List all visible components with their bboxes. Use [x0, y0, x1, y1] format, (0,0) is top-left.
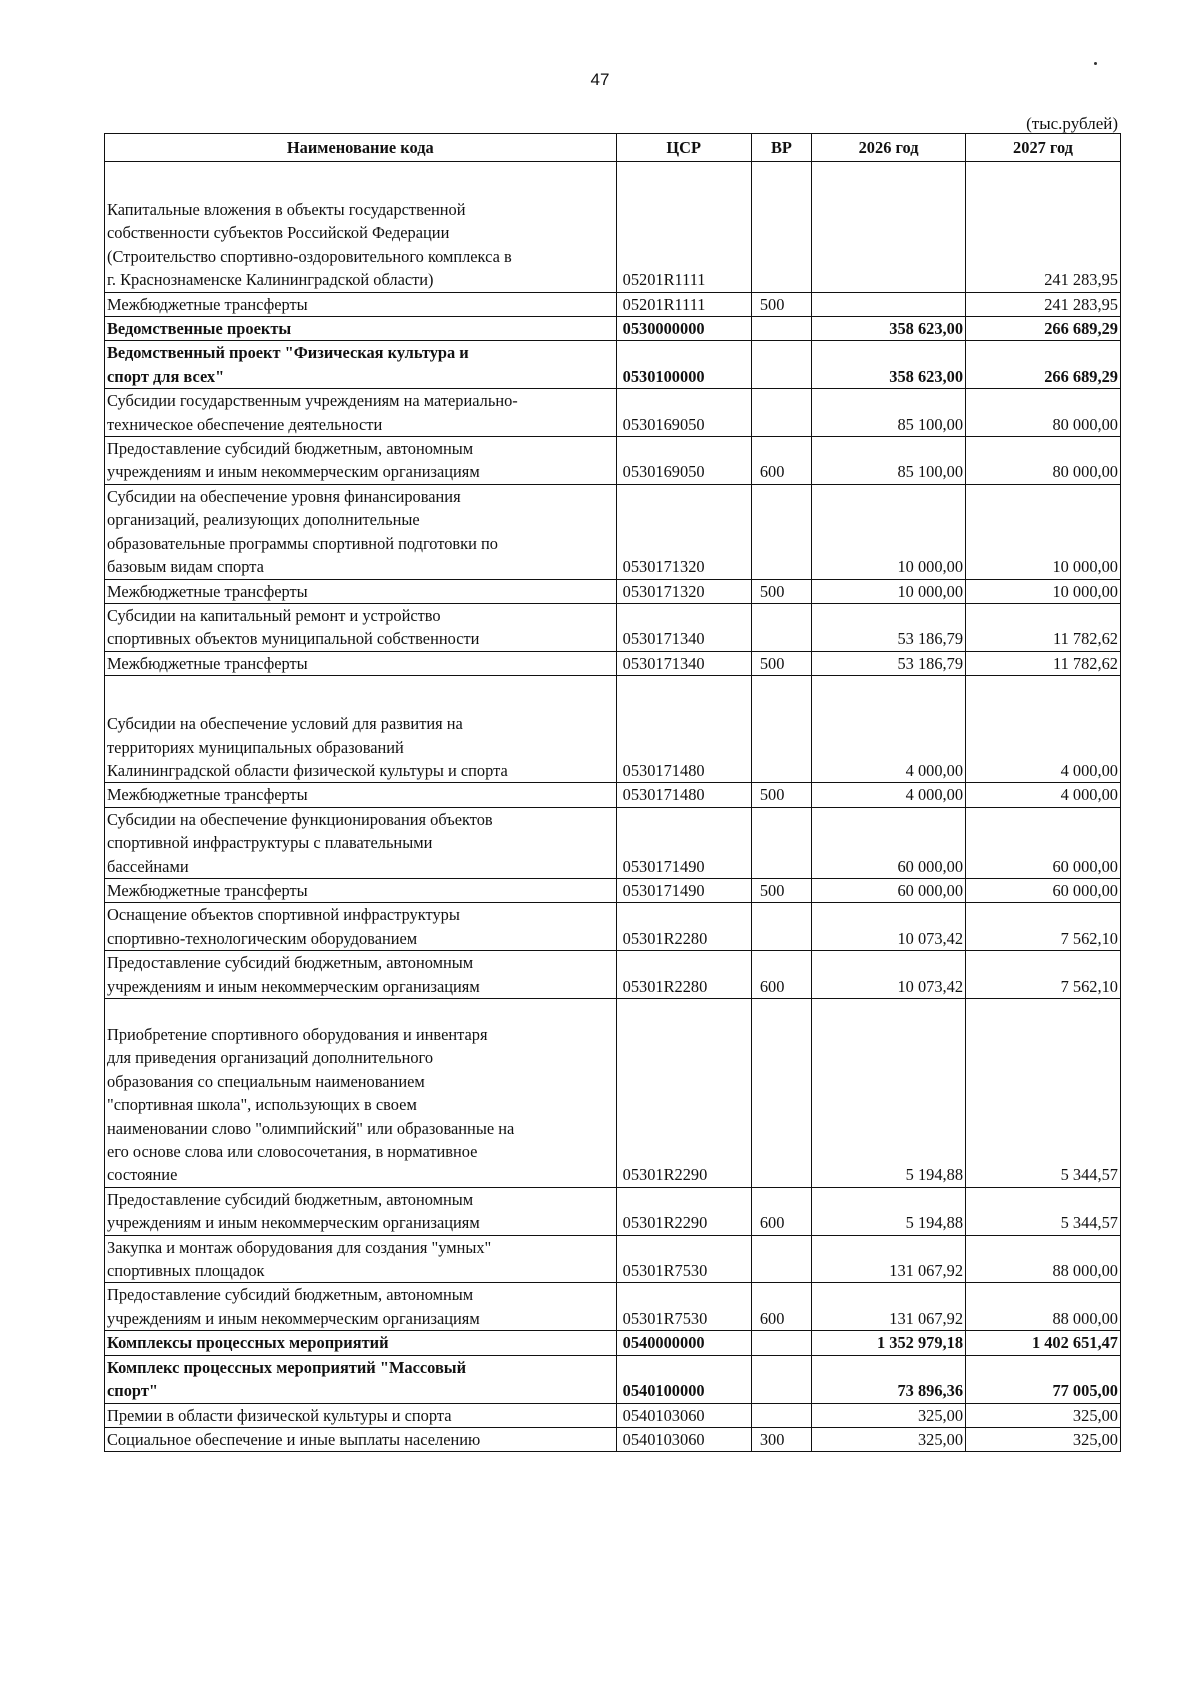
row-2026-cell — [812, 292, 966, 316]
row-2027-cell: 325,00 — [966, 1427, 1121, 1451]
row-vr-cell — [751, 603, 811, 651]
row-name-cell: Оснащение объектов спортивной инфраструктуры спортивно-технологическим оборудованием — [105, 903, 617, 951]
row-name-cell: Закупка и монтаж оборудования для создания "умных" спортивных площадок — [105, 1235, 617, 1283]
row-csr-cell: 0530100000 — [616, 341, 751, 389]
row-name-cell: Социальное обеспечение и иные выплаты населению — [105, 1427, 617, 1451]
page-number: 47 — [590, 70, 610, 89]
table-row — [105, 162, 1121, 293]
row-vr-cell — [751, 162, 811, 293]
row-name-cell: Премии в области физической культуры и спорта — [105, 1403, 617, 1427]
row-csr-cell: 05201R1111 — [616, 162, 751, 293]
table-row — [105, 783, 1121, 807]
row-2027-cell: 10 000,00 — [966, 484, 1121, 579]
row-2027-cell: 266 689,29 — [966, 317, 1121, 341]
row-2026-cell: 131 067,92 — [812, 1235, 966, 1283]
row-name-cell: Предоставление субсидий бюджетным, автономным учреждениям и иным некоммерческим организациям — [105, 951, 617, 999]
row-vr-cell: 500 — [751, 292, 811, 316]
column-header-csr: ЦСР — [616, 134, 751, 162]
row-vr-cell — [751, 807, 811, 878]
row-name-cell: Субсидии на обеспечение условий для развития на территориях муниципальных образований Калининградской области физической культуры и спорта — [105, 676, 617, 783]
table-row — [105, 676, 1121, 783]
row-vr-cell: 500 — [751, 878, 811, 902]
row-name-cell: Субсидии государственным учреждениям на материально- техническое обеспечение деятельности — [105, 389, 617, 437]
row-2027-cell: 60 000,00 — [966, 878, 1121, 902]
table-row — [105, 1283, 1121, 1331]
row-csr-cell: 05301R2280 — [616, 951, 751, 999]
row-2027-cell: 325,00 — [966, 1403, 1121, 1427]
row-2027-cell: 5 344,57 — [966, 999, 1121, 1188]
row-2027-cell: 241 283,95 — [966, 162, 1121, 293]
table-row — [105, 317, 1121, 341]
row-csr-cell: 0540103060 — [616, 1403, 751, 1427]
row-csr-cell: 0530171490 — [616, 878, 751, 902]
row-2027-cell: 60 000,00 — [966, 807, 1121, 878]
row-2027-cell: 80 000,00 — [966, 389, 1121, 437]
row-2026-cell — [812, 162, 966, 293]
row-name-cell: Ведомственные проекты — [105, 317, 617, 341]
row-vr-cell — [751, 484, 811, 579]
table-row — [105, 389, 1121, 437]
column-header-2027: 2027 год — [966, 134, 1121, 162]
row-csr-cell: 05301R7530 — [616, 1235, 751, 1283]
row-2026-cell: 10 000,00 — [812, 484, 966, 579]
row-vr-cell — [751, 1331, 811, 1355]
row-name-cell: Субсидии на капитальный ремонт и устройство спортивных объектов муниципальной собственности — [105, 603, 617, 651]
row-2026-cell: 4 000,00 — [812, 783, 966, 807]
row-csr-cell: 0530171320 — [616, 579, 751, 603]
row-csr-cell: 0530171480 — [616, 676, 751, 783]
row-2026-cell: 358 623,00 — [812, 317, 966, 341]
row-2026-cell: 5 194,88 — [812, 1187, 966, 1235]
row-name-cell: Комплекс процессных мероприятий "Массовый спорт" — [105, 1355, 617, 1403]
row-vr-cell — [751, 1235, 811, 1283]
row-2027-cell: 10 000,00 — [966, 579, 1121, 603]
row-2027-cell: 7 562,10 — [966, 903, 1121, 951]
row-csr-cell: 0530169050 — [616, 437, 751, 485]
row-2026-cell: 73 896,36 — [812, 1355, 966, 1403]
table-row — [105, 1187, 1121, 1235]
row-name-cell: Комплексы процессных мероприятий — [105, 1331, 617, 1355]
row-csr-cell: 05301R7530 — [616, 1283, 751, 1331]
row-2027-cell: 4 000,00 — [966, 676, 1121, 783]
row-vr-cell: 300 — [751, 1427, 811, 1451]
row-2027-cell: 241 283,95 — [966, 292, 1121, 316]
row-csr-cell: 0530171480 — [616, 783, 751, 807]
row-vr-cell: 600 — [751, 951, 811, 999]
row-name-cell: Ведомственный проект "Физическая культура и спорт для всех" — [105, 341, 617, 389]
row-2026-cell: 5 194,88 — [812, 999, 966, 1188]
row-vr-cell — [751, 317, 811, 341]
row-2027-cell: 266 689,29 — [966, 341, 1121, 389]
row-vr-cell: 500 — [751, 783, 811, 807]
row-name-cell: Предоставление субсидий бюджетным, автономным учреждениям и иным некоммерческим организациям — [105, 1187, 617, 1235]
table-row — [105, 878, 1121, 902]
row-2027-cell: 88 000,00 — [966, 1235, 1121, 1283]
row-2026-cell: 4 000,00 — [812, 676, 966, 783]
row-name-cell: Предоставление субсидий бюджетным, автономным учреждениям и иным некоммерческим организациям — [105, 1283, 617, 1331]
row-csr-cell: 0540103060 — [616, 1427, 751, 1451]
row-2026-cell: 53 186,79 — [812, 651, 966, 675]
row-2027-cell: 80 000,00 — [966, 437, 1121, 485]
table-row — [105, 292, 1121, 316]
table-header-row — [105, 134, 1121, 162]
table-row — [105, 1427, 1121, 1451]
row-csr-cell: 0530000000 — [616, 317, 751, 341]
row-name-cell: Субсидии на обеспечение функционирования объектов спортивной инфраструктуры с плавательными бассейнами — [105, 807, 617, 878]
table-row — [105, 951, 1121, 999]
row-2026-cell: 85 100,00 — [812, 389, 966, 437]
row-csr-cell: 0530171320 — [616, 484, 751, 579]
table-row — [105, 484, 1121, 579]
row-csr-cell: 05301R2290 — [616, 999, 751, 1188]
table-row — [105, 437, 1121, 485]
table-row — [105, 1331, 1121, 1355]
row-name-cell: Предоставление субсидий бюджетным, автономным учреждениям и иным некоммерческим организациям — [105, 437, 617, 485]
units-label: (тыс.рублей) — [1026, 114, 1118, 133]
table-row — [105, 1403, 1121, 1427]
table-row — [105, 603, 1121, 651]
row-2026-cell: 60 000,00 — [812, 878, 966, 902]
row-csr-cell: 05201R1111 — [616, 292, 751, 316]
row-2026-cell: 60 000,00 — [812, 807, 966, 878]
row-name-cell: Межбюджетные трансферты — [105, 878, 617, 902]
table-row — [105, 1235, 1121, 1283]
row-vr-cell: 600 — [751, 437, 811, 485]
row-vr-cell: 500 — [751, 579, 811, 603]
row-vr-cell: 600 — [751, 1187, 811, 1235]
row-name-cell: Приобретение спортивного оборудования и инвентаря для приведения организаций дополнительного образования со специальным наименованием "спортивная школа", использующих в своем наименовании слово "олимпийский" или образованные на его основе слова или словосочетания, в нормативное состояние — [105, 999, 617, 1188]
row-2026-cell: 358 623,00 — [812, 341, 966, 389]
row-csr-cell: 0530169050 — [616, 389, 751, 437]
row-2027-cell: 5 344,57 — [966, 1187, 1121, 1235]
table-row — [105, 341, 1121, 389]
column-header-2026: 2026 год — [812, 134, 966, 162]
row-2026-cell: 53 186,79 — [812, 603, 966, 651]
row-csr-cell: 0540100000 — [616, 1355, 751, 1403]
row-name-cell: Межбюджетные трансферты — [105, 579, 617, 603]
row-vr-cell — [751, 999, 811, 1188]
row-vr-cell: 600 — [751, 1283, 811, 1331]
row-name-cell: Межбюджетные трансферты — [105, 783, 617, 807]
row-name-cell: Межбюджетные трансферты — [105, 292, 617, 316]
column-header-name: Наименование кода — [105, 134, 617, 162]
table-row — [105, 999, 1121, 1188]
row-2026-cell: 1 352 979,18 — [812, 1331, 966, 1355]
row-2027-cell: 88 000,00 — [966, 1283, 1121, 1331]
row-2027-cell: 1 402 651,47 — [966, 1331, 1121, 1355]
row-vr-cell — [751, 903, 811, 951]
row-vr-cell — [751, 676, 811, 783]
scan-speck — [1094, 62, 1097, 65]
table-row — [105, 903, 1121, 951]
row-name-cell: Межбюджетные трансферты — [105, 651, 617, 675]
row-csr-cell: 0530171340 — [616, 651, 751, 675]
row-vr-cell — [751, 389, 811, 437]
row-2027-cell: 4 000,00 — [966, 783, 1121, 807]
budget-table — [104, 133, 1121, 1452]
table-row — [105, 807, 1121, 878]
row-csr-cell: 05301R2280 — [616, 903, 751, 951]
row-vr-cell — [751, 1403, 811, 1427]
row-2026-cell: 131 067,92 — [812, 1283, 966, 1331]
row-2027-cell: 77 005,00 — [966, 1355, 1121, 1403]
row-name-cell: Капитальные вложения в объекты государственной собственности субъектов Российской Федерации (Строительство спортивно-оздоровительного комплекса в г. Краснознаменске Калининградской области) — [105, 162, 617, 293]
table-row — [105, 579, 1121, 603]
row-csr-cell: 0540000000 — [616, 1331, 751, 1355]
row-2027-cell: 7 562,10 — [966, 951, 1121, 999]
row-vr-cell — [751, 341, 811, 389]
row-csr-cell: 0530171340 — [616, 603, 751, 651]
row-csr-cell: 0530171490 — [616, 807, 751, 878]
row-2026-cell: 85 100,00 — [812, 437, 966, 485]
table-row — [105, 1355, 1121, 1403]
row-2027-cell: 11 782,62 — [966, 603, 1121, 651]
row-2026-cell: 10 000,00 — [812, 579, 966, 603]
row-2026-cell: 325,00 — [812, 1427, 966, 1451]
table-row — [105, 651, 1121, 675]
row-2026-cell: 10 073,42 — [812, 951, 966, 999]
row-2027-cell: 11 782,62 — [966, 651, 1121, 675]
column-header-vr: ВР — [751, 134, 811, 162]
row-2026-cell: 10 073,42 — [812, 903, 966, 951]
row-csr-cell: 05301R2290 — [616, 1187, 751, 1235]
row-name-cell: Субсидии на обеспечение уровня финансирования организаций, реализующих дополнительные образовательные программы спортивной подготовки по базовым видам спорта — [105, 484, 617, 579]
row-vr-cell — [751, 1355, 811, 1403]
row-vr-cell: 500 — [751, 651, 811, 675]
row-2026-cell: 325,00 — [812, 1403, 966, 1427]
